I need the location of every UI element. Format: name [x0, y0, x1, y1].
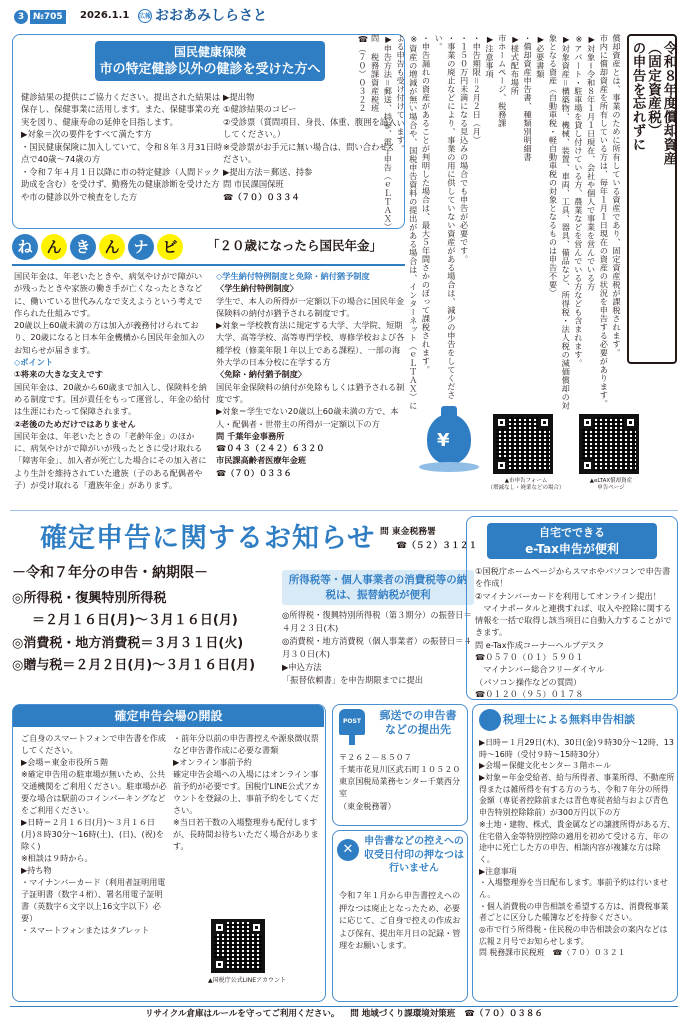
- yuso-body: 〒２６２－８５０７ 千葉市花見川区武石町１０５２０ 東京国税局業務センター千葉西分室 （東金税務署）: [339, 752, 461, 811]
- section-divider: [10, 510, 678, 511]
- nenkin-title-underline: [12, 264, 405, 266]
- zeirishi-body: ▶日時＝１月29日(木)、30日(金)９時30分～12時、13時～16時（受付９時～15時30分） ▶会場＝保健文化センター３階ホール ▶対象＝年金受給者、給与所得者、事業所得、不動産所得または雑所得を有する方のうち、令和７年分の所得金額（専従者控除前または青色専従者給与および青色申告特別控除除前）が300万円以下の方 ※土地・建物、株式、貴金属などの譲渡所得がある方、住宅借入金等特別控除の適用を初めて受ける方、年の途中に死亡した方の申告、相談内容が複雑な方は除く。 ▶注意事項 ・入場整理券を当日配布します。事前予約は行いません。 ・個人消費税の申告相談を希望する方は、消費税事業者ごとに区分した帳簿などを持参ください。 ◎市で行う所得税・住民税の申告相談会の案内などは広報２月号でお知らせします。 問 税務課市民税班 ☎（７０）０３２１: [479, 738, 675, 958]
- nenkin-section: [12, 232, 405, 504]
- nav-char: ん: [41, 234, 67, 260]
- etax-banner: [487, 523, 657, 559]
- period-income-dates: ＝２月１６日(月)～３月１６日(月): [32, 613, 238, 629]
- qr-caption: ▲国税庁公式LINEアカウント: [208, 977, 286, 984]
- transfer-box: [282, 570, 474, 694]
- kaijo-left-text: ご自身のスマートフォンで申告書を作成してください。 ▶会場＝東金市役所５階 ※確定申告用の駐車場が無いため、公共交通機関をご利用ください。駐車場が必要な場合は駅前のコインパーキングなどをご利用ください。 ▶日時＝２月１６日(月)～３月１６日(月)８時30分～16時(土)、(日)、(祝)を除く) ※相談は９時から。 ▶持ち物 ・マイナンバーカード（利用者証明用電子証明書（数字４桁）、署名用電子証明書（英数字６文字以上16文字以下）必要） ・スマートフォンまたはタブレット: [21, 733, 167, 935]
- period-title: －令和７年分の申告・納期限－: [12, 565, 208, 581]
- kokuho-contact: 問 市民課国保班: [223, 179, 284, 190]
- etax-subtitle: e-Tax申告が便利: [525, 541, 619, 556]
- issue-number: №705: [30, 10, 66, 24]
- issue-date: 2026.1.1: [80, 10, 130, 21]
- period-consumption: ◎消費税・地方消費税＝３月３１日(火): [12, 635, 244, 651]
- nenkin-point1: 国民年金は、20歳から60歳まで加入し、保険料を納める制度です。国が責任をもって運営し、年金の給付は生涯にわたって保障されます。: [14, 381, 210, 417]
- publication-title: おおあみしらさと: [155, 8, 267, 24]
- qr-code[interactable]: [211, 919, 265, 973]
- nenkin-r-p1: 学生で、本人の所得が一定額以下の場合に国民年金保険料の納付が猶予される制度です。 ▶対象＝学校教育法に規定する大学、大学院、短期大学、高等学校、高等専門学校、専修学校および各種学校（修業年限１年以上である課程）、一部の海外大学の日本分校に在学する方: [216, 295, 405, 368]
- footer-tel: ☎（７０）０３８６: [464, 1009, 543, 1019]
- post-icon: POST: [339, 709, 365, 745]
- kokuho-subtitle: 市の特定健診以外の健診を受けた方へ: [99, 62, 321, 78]
- coins-illustration: ¥: [419, 406, 481, 481]
- zeirishi-section: [472, 704, 678, 1002]
- stamp-prohibited-icon: ✕: [337, 839, 359, 861]
- shoukyaku-body: 償却資産とは、事業のために所有している資産であり、固定資産税が課税されます。 市内に償却資産を所有している方は、毎年１月１日現在の資産の状況を申告する必要があります。 ▶対象＝令和８年１月１日現在、会社や個人で事業を営んでいる方 ※アパート・駐車場を貸し付けている方、農業などを営んでいる方なども含まれます。 ▶対象資産＝構築物、機械、装置、車両、工具、器具、備品など、所得税・法人税の減価償却の対象となる資産（自動車税・軽自動車税の対象となるものは申告不要） ▶必要書類 ・償却資産申告書、種類別明細書 ▶様式配布場所 市ホームページ、税務課 ▶注意事項 ・申告期限＝２月２日（月） ・１５０万円未満になる見込みの場合でも申告が必要です。 ・事業の廃止などにより、事業の用に供していない資産がある場合は、減少の申告をしてください。 ・申告漏れの資産があることが判明した場合は、最大５年間さかのぼって課税されます。 ※資産の増減が無い場合や、国税申告資料の提出がある場合は、インターネット（ｅＬＴＡＸ）による申告も受け付けています。 ▶申告方法＝郵送、持参、電子申告（ｅＬＴＡＸ） 問 税務課資産税班 ☎（７０）０３２２: [357, 34, 622, 410]
- period-box: [12, 564, 276, 686]
- footer-text: リサイクル倉庫はルールを守ってご利用ください。: [145, 1009, 340, 1019]
- hikae-section: [332, 830, 468, 1002]
- nenkin-title: 「２０歳になったら国民年金」: [207, 238, 383, 253]
- footer-bar: [10, 1006, 678, 1020]
- kokuho-section: [12, 34, 405, 229]
- nenkin-right-col: [216, 270, 406, 502]
- kaijo-section: [12, 704, 326, 1002]
- nav-char: ね: [12, 234, 38, 260]
- qr-code[interactable]: [493, 414, 553, 474]
- qr-code[interactable]: [579, 414, 639, 474]
- kokuho-right-item: ※受診票がお手元に無い場合は、問い合わせください。: [223, 141, 396, 165]
- kakutei-title: 確定申告に関するお知らせ: [40, 523, 376, 554]
- kokuho-left-text: 健診結果の提供にご協力ください。提出された結果は保存し、保健事業に活用します。また、保健事業の充実を図り、健康寿命の延伸を目指します。 ▶対象＝次の要件をすべて満たす方 ・国民健康保険に加入していて、令和８年３月31日時点で40歳～74歳の方 ・令和７年４月１日以降に市の特定健診（人間ドック助成を含む）を受けず、勤務先の健康診断を受けた方や市の健診以外で検査をした方: [21, 92, 223, 202]
- publication-logo: 広報: [138, 9, 152, 23]
- shoukyaku-section: [357, 34, 677, 502]
- period-income: ◎所得税・復興特別所得税: [12, 590, 167, 606]
- nenkin-point2-title: ②老後のためだけではありません: [14, 418, 136, 429]
- kokuho-right-item: ▶提出方法＝郵送、持参: [223, 166, 313, 177]
- kokuho-banner: [95, 41, 325, 81]
- page-header: [14, 6, 314, 28]
- yuso-section: [332, 704, 468, 826]
- nav-char: ビ: [157, 234, 183, 260]
- nenkin-nav-logo: [12, 234, 202, 260]
- shoukyaku-title-box: [627, 34, 677, 364]
- nenkin-point1-title: ①将来の大きな支えです: [14, 369, 103, 380]
- transfer-body: ◎所得税・復興特別所得税（第３期分）の振替日＝４月２３日(木) ◎消費税・地方消費税（個人事業者）の振替日＝４月３０日(木) ▶申込方法 「振替依頼書」を申告期限までに提出: [282, 610, 472, 685]
- kakutei-section: [12, 516, 506, 694]
- nenkin-intro: 国民年金は、年老いたときや、病気やけがで障がいが残ったときや家族の働き手が亡くなったときなどに、働いている世代みんなで支えようという考えで作られた仕組みです。 20歳以上60歳未満の方は加入が義務付けられており、20歳になると日本年金機構から国民年金加入のお知らせが届きます。: [14, 271, 205, 355]
- nav-char: ん: [99, 234, 125, 260]
- nenkin-r-p2: 国民年金保険料の納付が免除もしくは猶予される制度です。 ▶対象＝学生でない20歳以上60歳未満の方で、本人・配偶者・世帯主の所得が一定額以下の方: [216, 381, 405, 429]
- kaijo-title: 確定申告会場の開設: [13, 705, 324, 727]
- kokuho-right-item: ②受診票（質問項目、身長、体重、腹囲を記入してください。）: [223, 116, 397, 140]
- yuso-title: 郵送での申告書 などの提出先: [379, 709, 457, 737]
- qr2-caption: ▲eLTAX償却資産 申告ページ: [589, 478, 633, 492]
- kakutei-contact: 問 東金税務署: [380, 527, 436, 537]
- etax-body: ①国税庁ホームページからスマホやパソコンで申告書を作成！ ②マイナンバーカードを利用してオンライン提出！ マイナポータルと連携すれば、収入や控除に関する情報を一括で取得し該当項目に自動入力することができます。 問 e-Tax作成コーナーヘルプデスク ☎０５７０（０１）５９０１ マイナンバー総合フリーダイヤル （パソコン操作などの質問） ☎０１２０（９５）０１７８: [475, 566, 672, 699]
- transfer-title: 所得税等・個人事業者の消費税等の納税は、振替納税が便利: [282, 570, 474, 605]
- hikae-body: 令和７年１月から申告書控えへの押なつは廃止となったため、必要に応じて、ご自身で控えの作成および保有、提出年月日の記録・管理をお願いします。: [339, 890, 461, 951]
- hikae-title: 申告書などの控えへの 収受日付印の押なつは 行いません: [364, 836, 464, 874]
- zeirishi-title: 税理士による無料申告相談: [503, 713, 635, 726]
- kaijo-right-text: ・前年分以前の申告書控えや源泉徴収票など申告書作成に必要な書類 ▶オンライン事前予約 確定申告会場への入場にはオンライン事前予約が必要です。国税庁LINE公式アカウントを登録の上、事前予約をしてください。 ※当日若干数の入場整理券も配付しますが、長時間お待ちいただく場合があります。: [173, 733, 320, 851]
- kokuho-right-item: ▶提出物: [223, 92, 255, 102]
- nenkin-r-title: ◇学生納付特例制度と免除・納付猶予制度: [216, 271, 370, 281]
- etax-title: 自宅でできる: [539, 526, 605, 539]
- kokuho-title: 国民健康保険: [173, 45, 246, 59]
- nav-char: き: [70, 234, 96, 260]
- footer-contact: 問 地域づくり課環境対策班: [350, 1009, 456, 1019]
- etax-section: [466, 516, 678, 700]
- nenkin-point2: 国民年金は、年老いたときの「老齢年金」のほかに、病気やけがで障がいが残ったときに受け取れる「障害年金」、加入者が死亡した場合にその加入者により生計を維持されていた遺族（子のある配偶者や子）が受け取れる「遺族年金」があります。: [14, 430, 207, 491]
- page-number: 3: [14, 10, 28, 24]
- nav-char: ナ: [128, 234, 154, 260]
- kokuho-tel: ☎（７０）０３３４: [223, 191, 300, 202]
- advisor-icon: [479, 709, 501, 731]
- nenkin-point-label: ◇ポイント: [14, 357, 54, 368]
- nenkin-contact: 問 千葉年金事務所 ☎０４３（２４２）６３２０ 市民課高齢者医療年金班 ☎（７０）０３３６: [216, 430, 325, 478]
- shoukyaku-title: 令和８年度償却資産 （固定資産税） の申告を忘れずに: [629, 41, 677, 166]
- nenkin-left-col: [14, 270, 210, 502]
- kakutei-tel: ☎（５２）３１２１: [396, 541, 478, 551]
- qr1-caption: ▲市申告フォーム （増減なし・廃業などの場合）: [487, 478, 565, 492]
- nenkin-r-sub2: 〈免除・納付猶予制度〉: [216, 369, 307, 380]
- kokuho-right-item: ①健診結果のコピー: [223, 104, 297, 115]
- period-gift: ◎贈与税＝２月２日(月)～３月１６日(月): [12, 658, 256, 674]
- nenkin-r-sub1: 〈学生納付特例制度〉: [216, 283, 298, 294]
